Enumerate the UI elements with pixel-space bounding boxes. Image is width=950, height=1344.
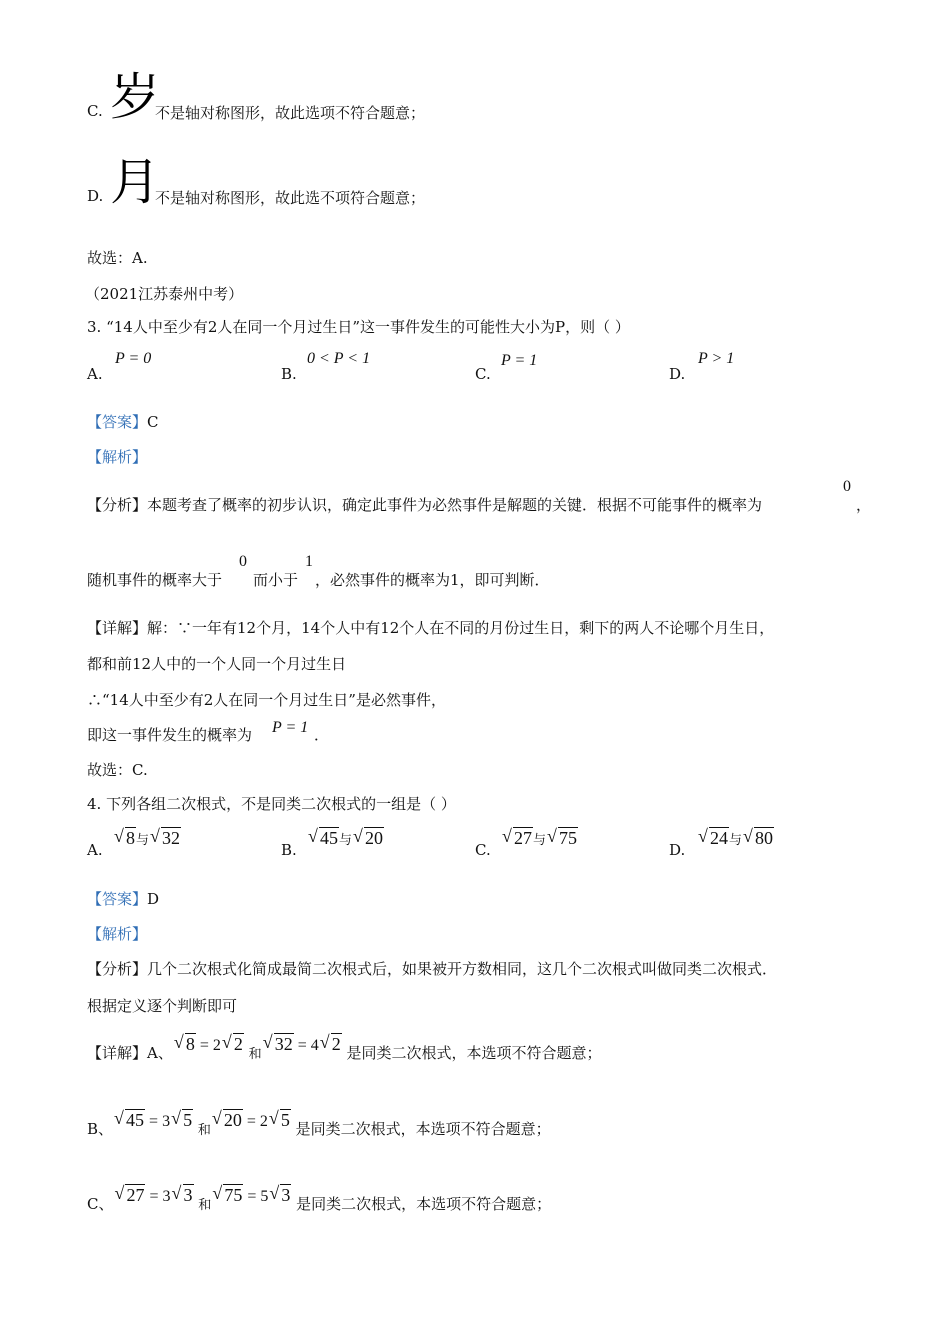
q4-detail-row-b: B、√ 45 = 3√ 5 和√ 20 = 2√ 5 是同类二次根式，本选项不符合题意； — [87, 1118, 551, 1139]
char-image-yue: 月 — [110, 153, 160, 211]
q3-option-b-label: B. — [281, 365, 297, 383]
q3-detail-expr: P = 1 — [272, 719, 309, 736]
q3-fenxi-line2b: 而小于 — [253, 571, 299, 589]
q3-stem: 3. “14人中至少有2人在同一个月过生日”这一事件发生的可能性大小为P，则（ ） — [87, 318, 630, 336]
item-c-text: 不是轴对称图形，故此选项不符合题意； — [155, 104, 426, 122]
char-image-sui: 岁 — [110, 68, 160, 126]
conclusion-a: 故选：A. — [87, 249, 148, 267]
q4-option-b-expr: √ 45与√ 20 — [307, 828, 384, 849]
item-d-label: D. — [87, 187, 104, 205]
q4-option-d-expr: √ 24与√ 80 — [697, 828, 774, 849]
q3-conclusion: 故选：C. — [87, 761, 148, 779]
q3-fenxi-comma: ， — [856, 496, 872, 514]
q4-option-d-label: D. — [669, 841, 686, 859]
q4-detail-row-c: C、√ 27 = 3√ 3 和√ 75 = 5√ 3 是同类二次根式，本选项不符合题意； — [87, 1193, 551, 1214]
q4-option-b-label: B. — [281, 841, 297, 859]
q3-option-d-expr: P > 1 — [698, 350, 735, 367]
q3-answer: 【答案】C — [87, 413, 159, 431]
q4-option-c-label: C. — [475, 841, 491, 859]
q3-option-c-label: C. — [475, 365, 491, 383]
q3-zero-value: 0 — [843, 478, 851, 495]
q3-fenxi-line1: 【分析】本题考查了概率的初步认识，确定此事件为必然事件是解题的关键．根据不可能事件的概率为 — [87, 496, 763, 514]
q3-zero-value-2: 0 — [239, 553, 247, 570]
q3-detail-line2: 都和前12人中的一个人同一个月过生日 — [87, 655, 347, 673]
q3-option-a-label: A. — [87, 365, 103, 383]
q3-option-b-expr: 0 < P < 1 — [307, 350, 371, 367]
q3-detail-line4: 即这一事件发生的概率为 — [87, 726, 253, 744]
q3-detail-period: ． — [314, 726, 330, 744]
q4-analysis-tag: 【解析】 — [87, 925, 148, 943]
q3-fenxi-line2a: 随机事件的概率大于 — [87, 571, 223, 589]
q3-one-value: 1 — [305, 553, 313, 570]
item-c-label: C. — [87, 102, 103, 120]
q4-fenxi-line1: 【分析】几个二次根式化简成最简二次根式后，如果被开方数相同，这几个二次根式叫做同类二次根式． — [87, 960, 778, 978]
q4-fenxi-line2: 根据定义逐个判断即可 — [87, 997, 238, 1015]
q4-option-c-expr: √ 27与√ 75 — [501, 828, 578, 849]
q3-option-a-expr: P = 0 — [115, 350, 152, 367]
q4-detail-row-a: 【详解】A、√ 8 = 2√ 2 和√ 32 = 4√ 2 是同类二次根式，本选项不符合题意； — [87, 1042, 602, 1063]
q4-answer: 【答案】D — [87, 890, 160, 908]
q3-option-c-expr: P = 1 — [501, 352, 538, 369]
q3-detail-line1: 【详解】解：∵一年有12个月，14个人中有12个人在不同的月份过生日，剩下的两人不论哪个月生日， — [87, 619, 775, 637]
item-d-text: 不是轴对称图形，故此选不项符合题意； — [155, 189, 426, 207]
q4-option-a-expr: √ 8与√ 32 — [113, 828, 181, 849]
q3-detail-line3: ∴“14人中至少有2人在同一个月过生日”是必然事件， — [87, 691, 446, 709]
q3-fenxi-line2c: ，必然事件的概率为1，即可判断． — [315, 571, 550, 589]
q4-option-a-label: A. — [87, 841, 103, 859]
source-tag: （2021江苏泰州中考） — [85, 285, 244, 303]
q4-stem: 4. 下列各组二次根式，不是同类二次根式的一组是（ ） — [87, 795, 456, 813]
q3-option-d-label: D. — [669, 365, 686, 383]
q3-analysis-tag: 【解析】 — [87, 448, 148, 466]
